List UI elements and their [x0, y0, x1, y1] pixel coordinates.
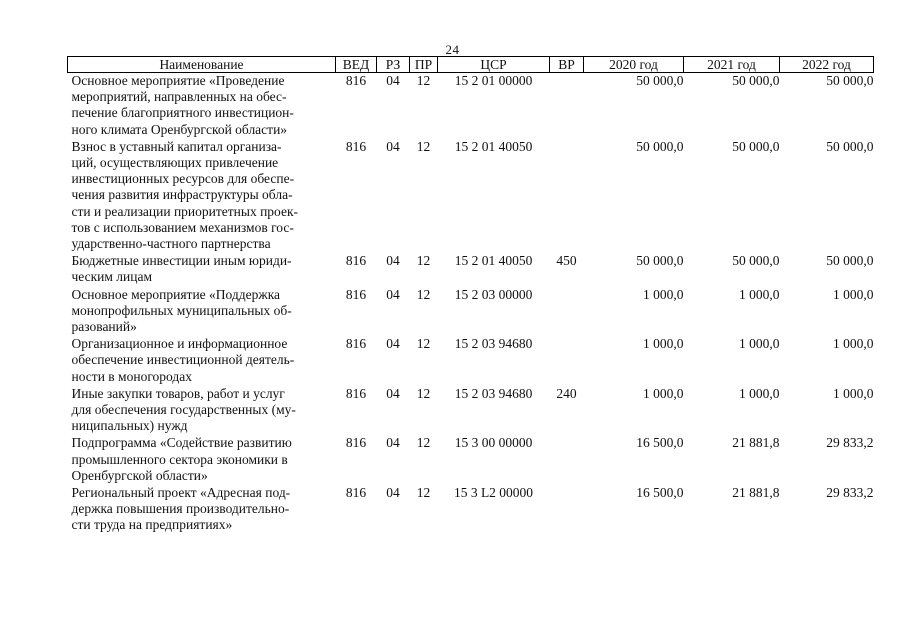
rz-cell: 04 [386, 286, 400, 302]
csr-cell: 15 2 03 94680 [454, 336, 533, 352]
amount-2022-cell: 50 000,0 [826, 138, 874, 154]
amount-2021-cell: 50 000,0 [732, 138, 780, 154]
ved-cell: 816 [345, 138, 367, 154]
item-name-line: для обеспечения государственных (му- [71, 402, 296, 418]
item-name-cell [68, 435, 336, 485]
amount-2020-cell: 50 000,0 [636, 73, 684, 88]
amount-2021-cell: 50 000,0 [732, 73, 780, 88]
item-name-line: Взнос в уставный капитал организа- [71, 138, 282, 154]
amount-2020-cell: 16 500,0 [636, 485, 684, 501]
table-row [68, 435, 874, 485]
ved-cell: 816 [345, 435, 367, 451]
item-name-line: ций, осуществляющих привлечение [71, 155, 279, 171]
amount-2022-cell: 50 000,0 [826, 73, 874, 88]
item-name-line: Оренбургской области» [71, 467, 208, 483]
pr-cell: 12 [416, 485, 431, 501]
amount-2020-cell: 1 000,0 [643, 336, 684, 352]
csr-cell: 15 2 01 40050 [454, 138, 533, 154]
amount-2022-cell: 29 833,2 [826, 485, 874, 501]
csr-cell: 15 2 03 00000 [454, 286, 533, 302]
item-name-line: ного климата Оренбургской области» [71, 121, 288, 137]
pr-cell: 12 [416, 435, 431, 451]
amount-2022-cell: 1 000,0 [833, 336, 874, 352]
rz-cell: 04 [386, 435, 400, 451]
csr-cell: 15 3 L2 00000 [453, 485, 534, 501]
item-name-line: монопрофильных муниципальных об- [71, 302, 292, 318]
item-name-line: обеспечение инвестиционной деятель- [71, 352, 295, 368]
item-name-line: ческим лицам [71, 269, 153, 285]
pr-cell: 12 [416, 138, 431, 154]
table-row [68, 287, 874, 337]
item-name-line: тов с использованием механизмов гос- [71, 219, 294, 235]
item-name-line: чения развития инфраструктуры обла- [71, 187, 293, 203]
table-row [68, 386, 874, 436]
item-name-line: мероприятий, направленных на обес- [71, 89, 287, 105]
rz-cell: 04 [386, 336, 400, 352]
csr-cell: 15 2 01 40050 [454, 253, 533, 269]
item-name-line: Подпрограмма «Содействие развитию [71, 435, 292, 451]
item-name-line: инвестиционных ресурсов для обеспе- [71, 171, 295, 187]
item-name-line: Организационное и информационное [71, 336, 288, 352]
table-row [68, 253, 874, 286]
item-name-line: печение благоприятного инвестицион- [71, 105, 294, 121]
header-rz: РЗ [377, 57, 410, 73]
ved-cell: 816 [345, 336, 367, 352]
vr-cell [550, 336, 584, 386]
header-2020: 2020 год [584, 57, 684, 73]
header-ved: ВЕД [336, 57, 377, 73]
pr-cell: 12 [416, 286, 431, 302]
rz-cell: 04 [386, 73, 400, 88]
vr-cell [550, 73, 584, 139]
rz-cell: 04 [386, 138, 400, 154]
amount-2022-cell: 29 833,2 [826, 435, 874, 451]
csr-cell: 15 2 01 00000 [454, 73, 533, 88]
item-name-line: Основное мероприятие «Проведение [71, 73, 285, 88]
vr-cell [550, 139, 584, 253]
amount-2021-cell: 1 000,0 [739, 336, 780, 352]
pr-cell: 12 [416, 253, 431, 269]
amount-2021-cell: 50 000,0 [732, 253, 780, 269]
amount-2022-cell: 1 000,0 [833, 286, 874, 302]
vr-cell [550, 485, 584, 535]
amount-2021-cell: 1 000,0 [739, 286, 780, 302]
pr-cell: 12 [416, 73, 431, 88]
vr-cell: 240 [556, 385, 577, 401]
item-name-line: промышленного сектора экономики в [71, 451, 288, 467]
rz-cell: 04 [386, 385, 400, 401]
table-header-row [68, 57, 874, 73]
pr-cell: 12 [416, 385, 431, 401]
amount-2021-cell: 1 000,0 [739, 385, 780, 401]
item-name-cell [68, 139, 336, 253]
csr-cell: 15 3 00 00000 [454, 435, 533, 451]
item-name-cell [68, 287, 336, 337]
item-name-cell [68, 336, 336, 386]
header-name: Наименование [68, 57, 336, 73]
item-name-line: Основное мероприятие «Поддержка [71, 286, 281, 302]
item-name-line: Региональный проект «Адресная под- [71, 485, 291, 501]
item-name-cell [68, 253, 336, 286]
pr-cell: 12 [416, 336, 431, 352]
vr-cell [550, 287, 584, 337]
table-row [68, 73, 874, 139]
amount-2020-cell: 16 500,0 [636, 435, 684, 451]
table-row [68, 139, 874, 253]
header-2021: 2021 год [684, 57, 780, 73]
amount-2020-cell: 1 000,0 [643, 286, 684, 302]
amount-2021-cell: 21 881,8 [732, 435, 780, 451]
item-name-line: ниципальных) нужд [71, 418, 188, 434]
ved-cell: 816 [345, 286, 367, 302]
item-name-cell [68, 386, 336, 436]
amount-2022-cell: 1 000,0 [833, 385, 874, 401]
item-name-line: разований» [71, 319, 137, 335]
item-name-line: сти и реализации приоритетных проек- [71, 203, 299, 219]
item-name-line: ударственно-частного партнерства [71, 236, 271, 252]
amount-2020-cell: 50 000,0 [636, 253, 684, 269]
ved-cell: 816 [345, 385, 367, 401]
item-name-line: Иные закупки товаров, работ и услуг [71, 385, 285, 401]
item-name-line: сти труда на предприятиях» [71, 517, 233, 533]
table-row [68, 485, 874, 535]
budget-table [67, 56, 874, 535]
header-pr: ПР [410, 57, 438, 73]
item-name-line: ности в моногородах [71, 368, 192, 384]
rz-cell: 04 [386, 253, 400, 269]
amount-2020-cell: 1 000,0 [643, 385, 684, 401]
ved-cell: 816 [345, 485, 367, 501]
item-name-cell [68, 73, 336, 139]
amount-2022-cell: 50 000,0 [826, 253, 874, 269]
csr-cell: 15 2 03 94680 [454, 385, 533, 401]
page-number: 24 [445, 42, 460, 57]
vr-cell [550, 435, 584, 485]
header-vr: ВР [550, 57, 584, 73]
item-name-cell [68, 485, 336, 535]
table-row [68, 336, 874, 386]
rz-cell: 04 [386, 485, 400, 501]
vr-cell: 450 [556, 253, 577, 269]
item-name-line: держка повышения производительно- [71, 501, 290, 517]
ved-cell: 816 [345, 253, 367, 269]
header-2022: 2022 год [780, 57, 874, 73]
amount-2020-cell: 50 000,0 [636, 138, 684, 154]
amount-2021-cell: 21 881,8 [732, 485, 780, 501]
item-name-line: Бюджетные инвестиции иным юриди- [71, 253, 292, 269]
table-body [68, 73, 874, 535]
ved-cell: 816 [345, 73, 367, 88]
header-csr: ЦСР [438, 57, 550, 73]
